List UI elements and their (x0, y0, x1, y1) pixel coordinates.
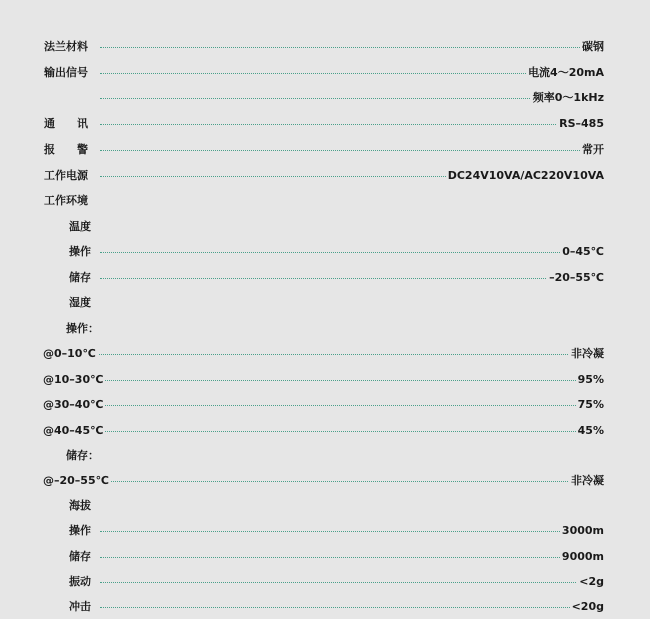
spec-value: 碳钢 (580, 37, 604, 57)
spec-value: 频率0～1kHz (531, 88, 604, 108)
spec-label: @30–40℃ (43, 395, 105, 415)
spec-row-humidity-30-40 (0, 395, 650, 415)
spec-value: 电流4～20mA (526, 63, 604, 83)
leader-line (100, 150, 604, 151)
subsection-heading: 储存： (66, 446, 101, 466)
spec-value: 非冷凝 (569, 344, 604, 364)
spec-value: 9000m (560, 547, 604, 567)
spec-row-flange-material (0, 37, 650, 57)
leader-line (111, 481, 604, 482)
leader-line (100, 582, 604, 583)
spec-value: DC24V10VA/AC220V10VA (446, 166, 604, 186)
leader-line (95, 354, 604, 355)
spec-row-power-supply (0, 166, 650, 186)
leader-line (102, 380, 604, 381)
leader-line (100, 557, 604, 558)
leader-line (100, 47, 604, 48)
leader-line (100, 252, 604, 253)
spec-subsection-humidity-operating (0, 319, 650, 339)
spec-row-humidity-10-30 (0, 370, 650, 390)
spec-label: 通 讯 (44, 114, 90, 134)
spec-label: @0–10℃ (43, 344, 98, 364)
spec-value: <20g (570, 597, 604, 617)
spec-label: 冲击 (69, 597, 93, 617)
spec-value: 常开 (580, 140, 604, 160)
spec-subsection-humidity-storage (0, 446, 650, 466)
spec-row-operating-temperature (0, 242, 650, 262)
spec-label: 操作 (69, 521, 93, 541)
spec-label: @–20–55℃ (43, 471, 111, 491)
spec-value: <2g (577, 572, 604, 592)
spec-row-humidity-0-10 (0, 344, 650, 364)
subsection-heading: 操作： (66, 319, 101, 339)
spec-label: 工作电源 (44, 166, 90, 186)
spec-label: 法兰材料 (44, 37, 90, 57)
spec-value: 75% (576, 395, 604, 415)
spec-label: 储存 (69, 547, 93, 567)
spec-row-output-signal (0, 63, 650, 83)
spec-row-communication (0, 114, 650, 134)
section-heading: 工作环境 (44, 191, 90, 211)
spec-value: RS–485 (557, 114, 604, 134)
spec-subsection-humidity (0, 293, 650, 313)
spec-row-humidity-storage-range (0, 471, 650, 491)
spec-value: 非冷凝 (569, 471, 604, 491)
spec-value: –20–55℃ (547, 268, 604, 288)
spec-value: 95% (576, 370, 604, 390)
leader-line (100, 607, 604, 608)
spec-row-storage-temperature (0, 268, 650, 288)
leader-line (100, 98, 604, 99)
spec-subsection-altitude (0, 496, 650, 516)
spec-subsection-temperature (0, 217, 650, 237)
subsection-heading: 海拔 (69, 496, 93, 516)
leader-line (102, 405, 604, 406)
spec-row-shock (0, 597, 650, 617)
spec-row-storage-altitude (0, 547, 650, 567)
spec-label: 报 警 (44, 140, 90, 160)
spec-label: 操作 (69, 242, 93, 262)
spec-row-humidity-40-45 (0, 421, 650, 441)
leader-line (100, 531, 604, 532)
leader-line (100, 278, 604, 279)
spec-row-alarm (0, 140, 650, 160)
spec-label: 储存 (69, 268, 93, 288)
spec-label: 振动 (69, 572, 93, 592)
leader-line (100, 124, 604, 125)
spec-value: 3000m (560, 521, 604, 541)
spec-value: 45% (576, 421, 604, 441)
spec-row-vibration (0, 572, 650, 592)
spec-row-operating-altitude (0, 521, 650, 541)
subsection-heading: 温度 (69, 217, 93, 237)
spec-value: 0–45℃ (560, 242, 604, 262)
leader-line (102, 431, 604, 432)
spec-label: 输出信号 (44, 63, 90, 83)
subsection-heading: 湿度 (69, 293, 93, 313)
spec-label: @40–45℃ (43, 421, 105, 441)
spec-section-environment (0, 191, 650, 211)
spec-label: @10–30℃ (43, 370, 105, 390)
spec-label (44, 88, 46, 108)
spec-row-output-frequency (0, 88, 650, 108)
